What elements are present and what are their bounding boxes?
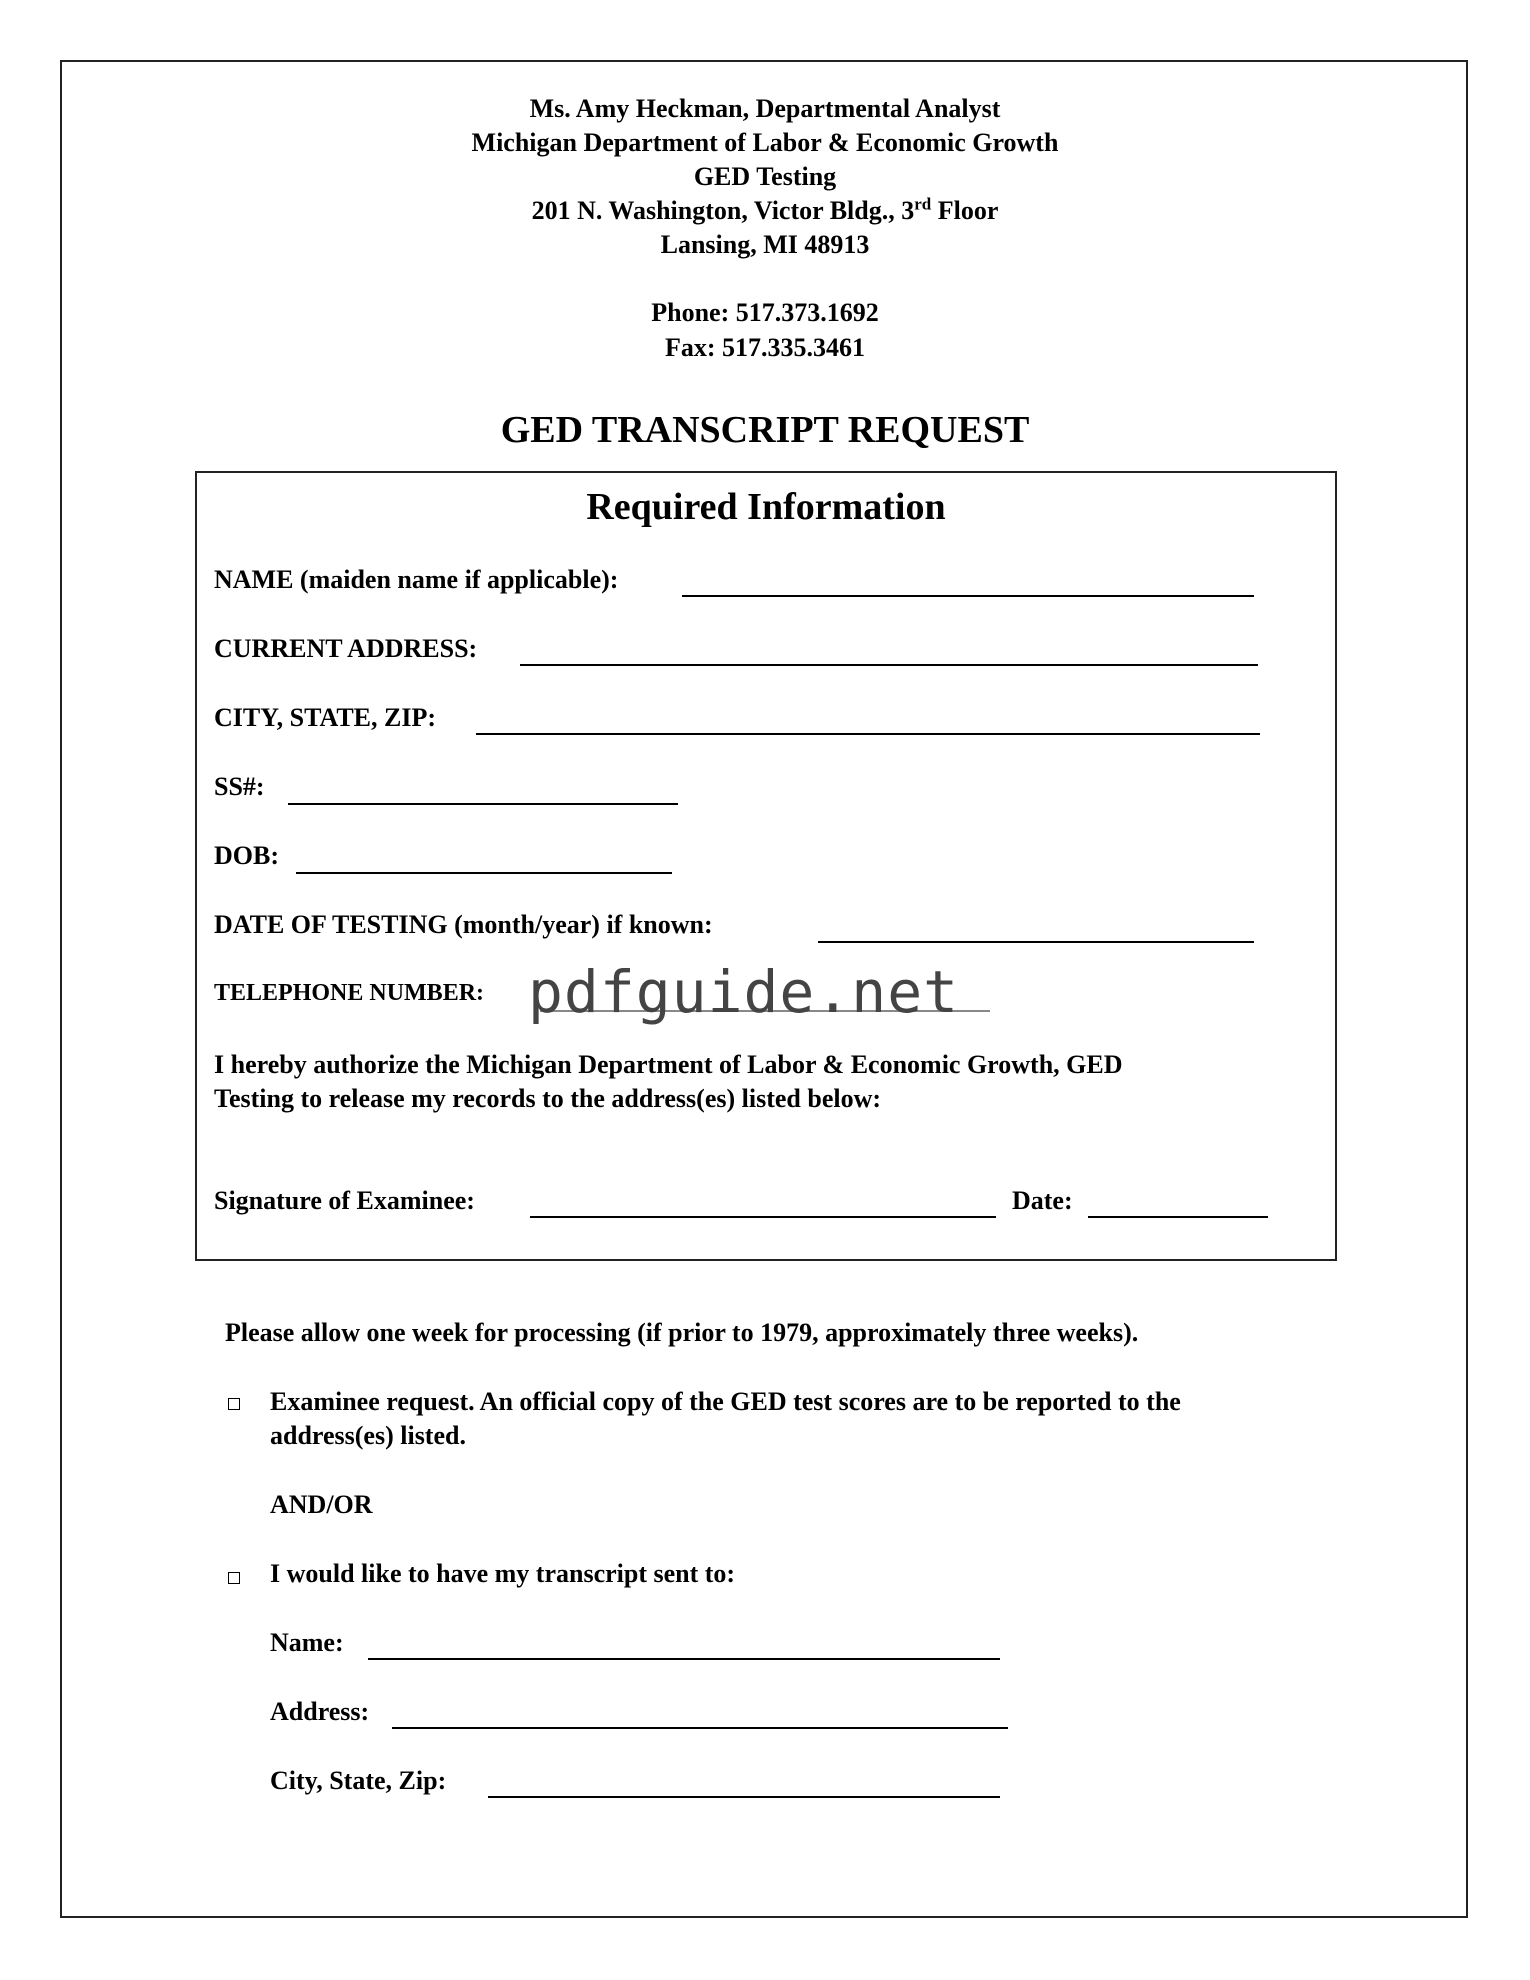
- required-information-title: Required Information: [586, 486, 946, 528]
- fax-number: Fax: 517.335.3461: [664, 333, 866, 362]
- current-address-label: CURRENT ADDRESS:: [214, 634, 478, 663]
- processing-note: Please allow one week for processing (if prior to 1979, approximately three weeks).: [225, 1318, 1139, 1347]
- testing-date-label: DATE OF TESTING (month/year) if known:: [214, 910, 713, 939]
- telephone-label: TELEPHONE NUMBER:: [214, 980, 485, 1006]
- authorization-text: [214, 1048, 1324, 1116]
- authorization-line-1: I hereby authorize the Michigan Department of Labor & Economic Growth, GED: [214, 1050, 1123, 1079]
- dob-label: DOB:: [214, 841, 279, 870]
- contact-name: Ms. Amy Heckman, Departmental Analyst: [529, 94, 1001, 123]
- examinee-request-text: [270, 1385, 1370, 1453]
- testing-date-field[interactable]: [818, 941, 1254, 943]
- phone-number: Phone: 517.373.1692: [651, 298, 879, 327]
- floor-ordinal: rd: [914, 194, 932, 214]
- signature-field[interactable]: [530, 1216, 996, 1218]
- recipient-name-field[interactable]: [368, 1658, 1000, 1660]
- authorization-line-2: Testing to release my records to the address(es) listed below:: [214, 1084, 882, 1113]
- current-address-field[interactable]: [520, 664, 1258, 666]
- date-label: Date:: [1012, 1186, 1073, 1215]
- city-state-zip-field[interactable]: [476, 733, 1260, 735]
- document-title: GED TRANSCRIPT REQUEST: [500, 409, 1030, 451]
- department-name: Michigan Department of Labor & Economic Growth: [471, 128, 1059, 157]
- examinee-request-line-2: address(es) listed.: [270, 1421, 466, 1450]
- recipient-address-label: Address:: [270, 1697, 370, 1726]
- name-field[interactable]: [682, 595, 1254, 597]
- dob-field[interactable]: [296, 872, 672, 874]
- watermark-text: pdfguide.net: [528, 958, 960, 1026]
- street-address: [0, 196, 1530, 226]
- city-line: Lansing, MI 48913: [660, 230, 870, 259]
- date-field[interactable]: [1088, 1216, 1268, 1218]
- and-or-label: AND/OR: [270, 1490, 373, 1519]
- street-address-main: 201 N. Washington, Victor Bldg., 3: [531, 196, 915, 225]
- ssn-label: SS#:: [214, 772, 265, 801]
- recipient-address-field[interactable]: [392, 1727, 1008, 1729]
- recipient-name-label: Name:: [270, 1628, 344, 1657]
- send-transcript-label: I would like to have my transcript sent to:: [270, 1559, 736, 1588]
- recipient-city-field[interactable]: [488, 1796, 1000, 1798]
- signature-label: Signature of Examinee:: [214, 1186, 475, 1215]
- unit-name: GED Testing: [693, 162, 837, 191]
- examinee-request-line-1: Examinee request. An official copy of the GED test scores are to be reported to the: [270, 1387, 1181, 1416]
- recipient-city-label: City, State, Zip:: [270, 1766, 447, 1795]
- examinee-request-checkbox[interactable]: [228, 1398, 240, 1410]
- name-label: NAME (maiden name if applicable):: [214, 565, 619, 594]
- send-transcript-checkbox[interactable]: [228, 1572, 240, 1584]
- city-state-zip-label: CITY, STATE, ZIP:: [214, 703, 437, 732]
- ssn-field[interactable]: [288, 803, 678, 805]
- street-address-floor: Floor: [931, 196, 999, 225]
